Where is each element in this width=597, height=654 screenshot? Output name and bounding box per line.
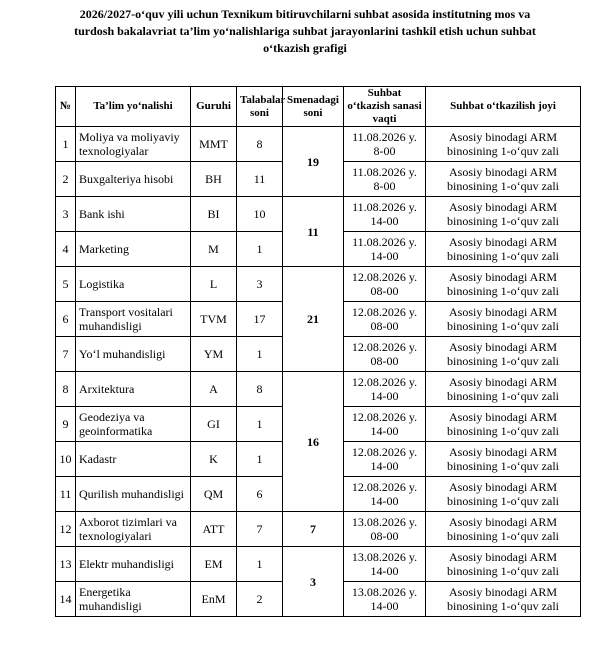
shift-count: 11 — [283, 197, 344, 267]
place-line-1: Asosiy binodagi ARM — [448, 445, 557, 459]
row-students: 1 — [237, 407, 283, 442]
row-datetime — [344, 477, 426, 512]
header-students: Talabalar soni — [237, 87, 283, 127]
row-datetime — [344, 162, 426, 197]
table-row — [56, 512, 581, 547]
row-direction: Bank ishi — [76, 197, 191, 232]
row-group: EnM — [191, 582, 237, 617]
row-datetime — [344, 267, 426, 302]
row-direction: Geodeziya va geoinformatika — [76, 407, 191, 442]
place-line-2: binosining 1-o‘quv zali — [447, 564, 559, 578]
row-group: A — [191, 372, 237, 407]
row-group: GI — [191, 407, 237, 442]
row-number: 3 — [56, 197, 76, 232]
row-datetime — [344, 372, 426, 407]
row-students: 1 — [237, 442, 283, 477]
row-time: 08-00 — [370, 284, 399, 298]
shift-count: 19 — [283, 127, 344, 197]
row-number: 5 — [56, 267, 76, 302]
row-place — [426, 232, 581, 267]
row-time: 14-00 — [370, 389, 399, 403]
place-line-2: binosining 1-o‘quv zali — [447, 249, 559, 263]
table-row — [56, 547, 581, 582]
row-students: 6 — [237, 477, 283, 512]
row-datetime — [344, 302, 426, 337]
row-time: 08-00 — [370, 354, 399, 368]
row-students: 1 — [237, 337, 283, 372]
row-group: M — [191, 232, 237, 267]
row-time: 14-00 — [370, 249, 399, 263]
place-line-1: Asosiy binodagi ARM — [448, 515, 557, 529]
row-students: 10 — [237, 197, 283, 232]
row-date: 12.08.2026 y. — [351, 480, 418, 494]
place-line-1: Asosiy binodagi ARM — [448, 340, 557, 354]
place-line-1: Asosiy binodagi ARM — [448, 165, 557, 179]
shift-count: 7 — [283, 512, 344, 547]
row-date: 11.08.2026 y. — [352, 130, 417, 144]
row-place — [426, 127, 581, 162]
row-students: 1 — [237, 232, 283, 267]
row-date: 12.08.2026 y. — [351, 375, 418, 389]
row-datetime — [344, 197, 426, 232]
row-date: 13.08.2026 y. — [351, 585, 418, 599]
row-time: 08-00 — [370, 319, 399, 333]
row-datetime — [344, 442, 426, 477]
row-direction: Moliya va moliyaviy texnologiyalar — [76, 127, 191, 162]
row-time: 8-00 — [373, 179, 396, 193]
row-date: 12.08.2026 y. — [351, 305, 418, 319]
row-direction: Buxgalteriya hisobi — [76, 162, 191, 197]
row-number: 11 — [56, 477, 76, 512]
place-line-1: Asosiy binodagi ARM — [448, 305, 557, 319]
row-number: 1 — [56, 127, 76, 162]
place-line-2: binosining 1-o‘quv zali — [447, 389, 559, 403]
table-row — [56, 127, 581, 162]
shift-count: 3 — [283, 547, 344, 617]
table-row — [56, 267, 581, 302]
place-line-2: binosining 1-o‘quv zali — [447, 494, 559, 508]
row-date: 11.08.2026 y. — [352, 200, 417, 214]
row-group: TVM — [191, 302, 237, 337]
row-place — [426, 267, 581, 302]
row-number: 14 — [56, 582, 76, 617]
schedule-table — [55, 86, 581, 617]
row-group: BI — [191, 197, 237, 232]
place-line-1: Asosiy binodagi ARM — [448, 410, 557, 424]
row-place — [426, 582, 581, 617]
header-shift: Smenadagi soni — [283, 87, 344, 127]
document-title — [40, 6, 570, 57]
place-line-2: binosining 1-o‘quv zali — [447, 529, 559, 543]
place-line-1: Asosiy binodagi ARM — [448, 130, 557, 144]
row-place — [426, 477, 581, 512]
row-number: 8 — [56, 372, 76, 407]
row-group: YM — [191, 337, 237, 372]
row-date: 11.08.2026 y. — [352, 235, 417, 249]
row-date: 11.08.2026 y. — [352, 165, 417, 179]
row-direction: Qurilish muhandisligi — [76, 477, 191, 512]
place-line-2: binosining 1-o‘quv zali — [447, 214, 559, 228]
row-datetime — [344, 337, 426, 372]
place-line-2: binosining 1-o‘quv zali — [447, 319, 559, 333]
row-students: 8 — [237, 127, 283, 162]
row-datetime — [344, 582, 426, 617]
row-direction: Arxitektura — [76, 372, 191, 407]
row-students: 3 — [237, 267, 283, 302]
row-group: MMT — [191, 127, 237, 162]
place-line-1: Asosiy binodagi ARM — [448, 585, 557, 599]
place-line-2: binosining 1-o‘quv zali — [447, 599, 559, 613]
row-direction: Energetika muhandisligi — [76, 582, 191, 617]
row-date: 12.08.2026 y. — [351, 270, 418, 284]
row-time: 14-00 — [370, 494, 399, 508]
row-students: 8 — [237, 372, 283, 407]
row-students: 1 — [237, 547, 283, 582]
row-place — [426, 302, 581, 337]
row-time: 14-00 — [370, 564, 399, 578]
row-students: 17 — [237, 302, 283, 337]
row-time: 14-00 — [370, 214, 399, 228]
row-date: 12.08.2026 y. — [351, 445, 418, 459]
row-datetime — [344, 512, 426, 547]
title-line-1: 2026/2027-o‘quv yili uchun Texnikum bitiruvchilarni suhbat asosida institutning mos va — [79, 7, 531, 21]
place-line-1: Asosiy binodagi ARM — [448, 375, 557, 389]
row-students: 11 — [237, 162, 283, 197]
row-number: 4 — [56, 232, 76, 267]
table-row — [56, 372, 581, 407]
place-line-1: Asosiy binodagi ARM — [448, 270, 557, 284]
row-place — [426, 162, 581, 197]
place-line-1: Asosiy binodagi ARM — [448, 480, 557, 494]
row-direction: Transport vositalari muhandisligi — [76, 302, 191, 337]
title-line-3: o‘tkazish grafigi — [263, 41, 347, 55]
row-datetime — [344, 232, 426, 267]
header-datetime: Suhbat o‘tkazish sanasi vaqti — [344, 87, 426, 127]
row-place — [426, 407, 581, 442]
place-line-2: binosining 1-o‘quv zali — [447, 179, 559, 193]
row-group: BH — [191, 162, 237, 197]
row-group: L — [191, 267, 237, 302]
row-direction: Logistika — [76, 267, 191, 302]
row-place — [426, 372, 581, 407]
row-date: 12.08.2026 y. — [351, 410, 418, 424]
row-number: 12 — [56, 512, 76, 547]
place-line-2: binosining 1-o‘quv zali — [447, 459, 559, 473]
row-group: EM — [191, 547, 237, 582]
row-place — [426, 197, 581, 232]
row-number: 2 — [56, 162, 76, 197]
place-line-2: binosining 1-o‘quv zali — [447, 284, 559, 298]
row-number: 13 — [56, 547, 76, 582]
row-time: 8-00 — [373, 144, 396, 158]
row-number: 10 — [56, 442, 76, 477]
row-students: 2 — [237, 582, 283, 617]
row-datetime — [344, 407, 426, 442]
title-line-2: turdosh bakalavriat ta’lim yo‘nalishlariga suhbat jarayonlarini tashkil etish uchun suhbat — [74, 24, 536, 38]
row-number: 9 — [56, 407, 76, 442]
row-place — [426, 512, 581, 547]
row-time: 14-00 — [370, 459, 399, 473]
row-place — [426, 547, 581, 582]
row-datetime — [344, 127, 426, 162]
row-group: QM — [191, 477, 237, 512]
row-direction: Elektr muhandisligi — [76, 547, 191, 582]
row-direction: Yo‘l muhandisligi — [76, 337, 191, 372]
place-line-2: binosining 1-o‘quv zali — [447, 144, 559, 158]
place-line-1: Asosiy binodagi ARM — [448, 200, 557, 214]
header-group: Guruhi — [191, 87, 237, 127]
row-direction: Marketing — [76, 232, 191, 267]
row-time: 08-00 — [370, 529, 399, 543]
row-date: 13.08.2026 y. — [351, 550, 418, 564]
shift-count: 21 — [283, 267, 344, 372]
row-group: ATT — [191, 512, 237, 547]
row-group: K — [191, 442, 237, 477]
row-students: 7 — [237, 512, 283, 547]
row-place — [426, 442, 581, 477]
header-no: № — [56, 87, 76, 127]
row-datetime — [344, 547, 426, 582]
row-direction: Kadastr — [76, 442, 191, 477]
row-date: 13.08.2026 y. — [351, 515, 418, 529]
row-time: 14-00 — [370, 599, 399, 613]
shift-count: 16 — [283, 372, 344, 512]
row-number: 7 — [56, 337, 76, 372]
row-place — [426, 337, 581, 372]
header-place: Suhbat o‘tkazilish joyi — [426, 87, 581, 127]
table-row — [56, 197, 581, 232]
place-line-2: binosining 1-o‘quv zali — [447, 424, 559, 438]
row-time: 14-00 — [370, 424, 399, 438]
row-direction: Axborot tizimlari va texnologiyalari — [76, 512, 191, 547]
row-number: 6 — [56, 302, 76, 337]
place-line-1: Asosiy binodagi ARM — [448, 235, 557, 249]
header-direction: Ta’lim yo‘nalishi — [76, 87, 191, 127]
place-line-1: Asosiy binodagi ARM — [448, 550, 557, 564]
row-date: 12.08.2026 y. — [351, 340, 418, 354]
place-line-2: binosining 1-o‘quv zali — [447, 354, 559, 368]
table-header-row — [56, 87, 581, 127]
